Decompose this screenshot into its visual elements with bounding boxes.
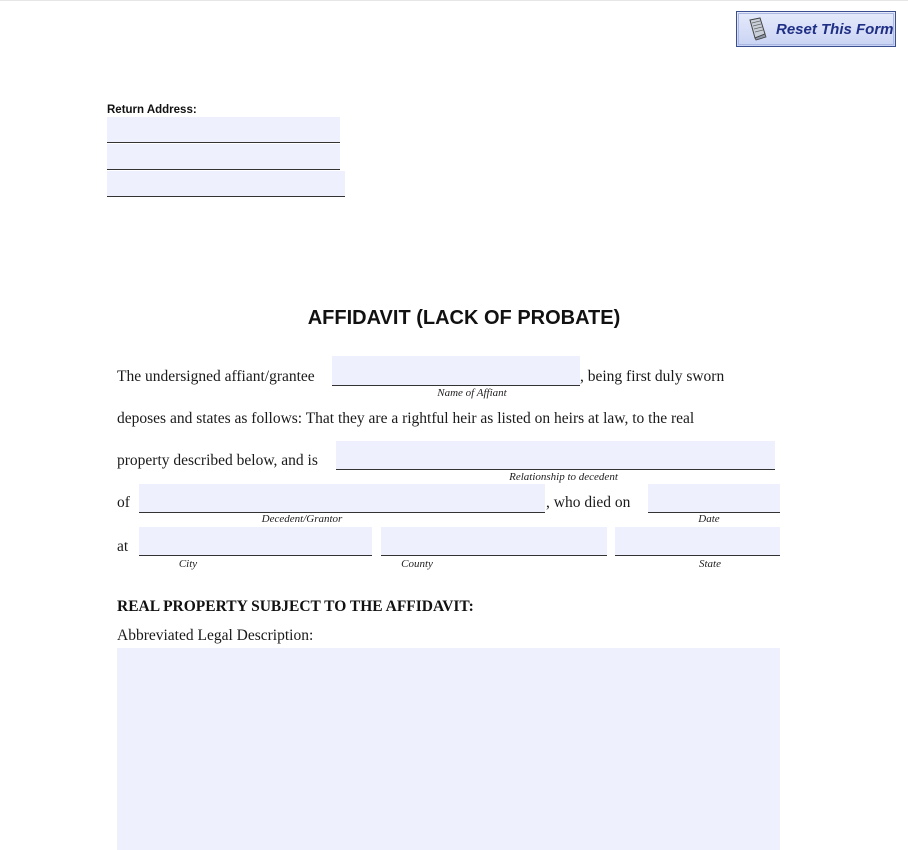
deposes-text: deposes and states as follows: That they are a rightful heir as listed on heirs at law, to the real — [117, 410, 695, 427]
return-address-line-2[interactable] — [107, 144, 340, 170]
relationship-field[interactable] — [336, 441, 775, 470]
county-caption: County — [401, 558, 433, 570]
state-field[interactable] — [615, 527, 780, 556]
date-of-death-field[interactable] — [648, 484, 780, 513]
city-field[interactable] — [139, 527, 372, 556]
document-title: AFFIDAVIT (LACK OF PROBATE) — [307, 307, 621, 329]
city-caption: City — [178, 558, 198, 570]
affiant-intro-text: The undersigned affiant/grantee — [117, 368, 315, 385]
of-text: of — [117, 494, 130, 511]
who-died-on-text: , who died on — [546, 494, 631, 511]
legal-description-field[interactable] — [117, 648, 780, 850]
reset-form-button[interactable] — [736, 11, 896, 47]
legal-description-label: Abbreviated Legal Description: — [117, 627, 314, 644]
reset-form-label: Reset This Form — [776, 20, 894, 38]
return-address-line-1[interactable] — [107, 117, 340, 143]
state-caption: State — [699, 558, 721, 570]
property-described-text: property described below, and is — [117, 452, 318, 469]
decedent-field[interactable] — [139, 484, 545, 513]
affiant-name-caption: Name of Affiant — [437, 387, 507, 399]
real-property-heading: REAL PROPERTY SUBJECT TO THE AFFIDAVIT: — [117, 598, 474, 615]
return-address-line-3[interactable] — [107, 171, 345, 197]
eraser-icon — [746, 17, 768, 41]
relationship-caption: Relationship to decedent — [509, 471, 618, 483]
return-address-label: Return Address: — [107, 104, 197, 116]
at-text: at — [117, 538, 129, 555]
top-divider — [0, 0, 908, 1]
decedent-caption: Decedent/Grantor — [261, 513, 343, 525]
county-field[interactable] — [381, 527, 607, 556]
affiant-name-field[interactable] — [332, 356, 580, 386]
duly-sworn-text: , being first duly sworn — [580, 368, 725, 385]
date-caption: Date — [698, 513, 720, 525]
